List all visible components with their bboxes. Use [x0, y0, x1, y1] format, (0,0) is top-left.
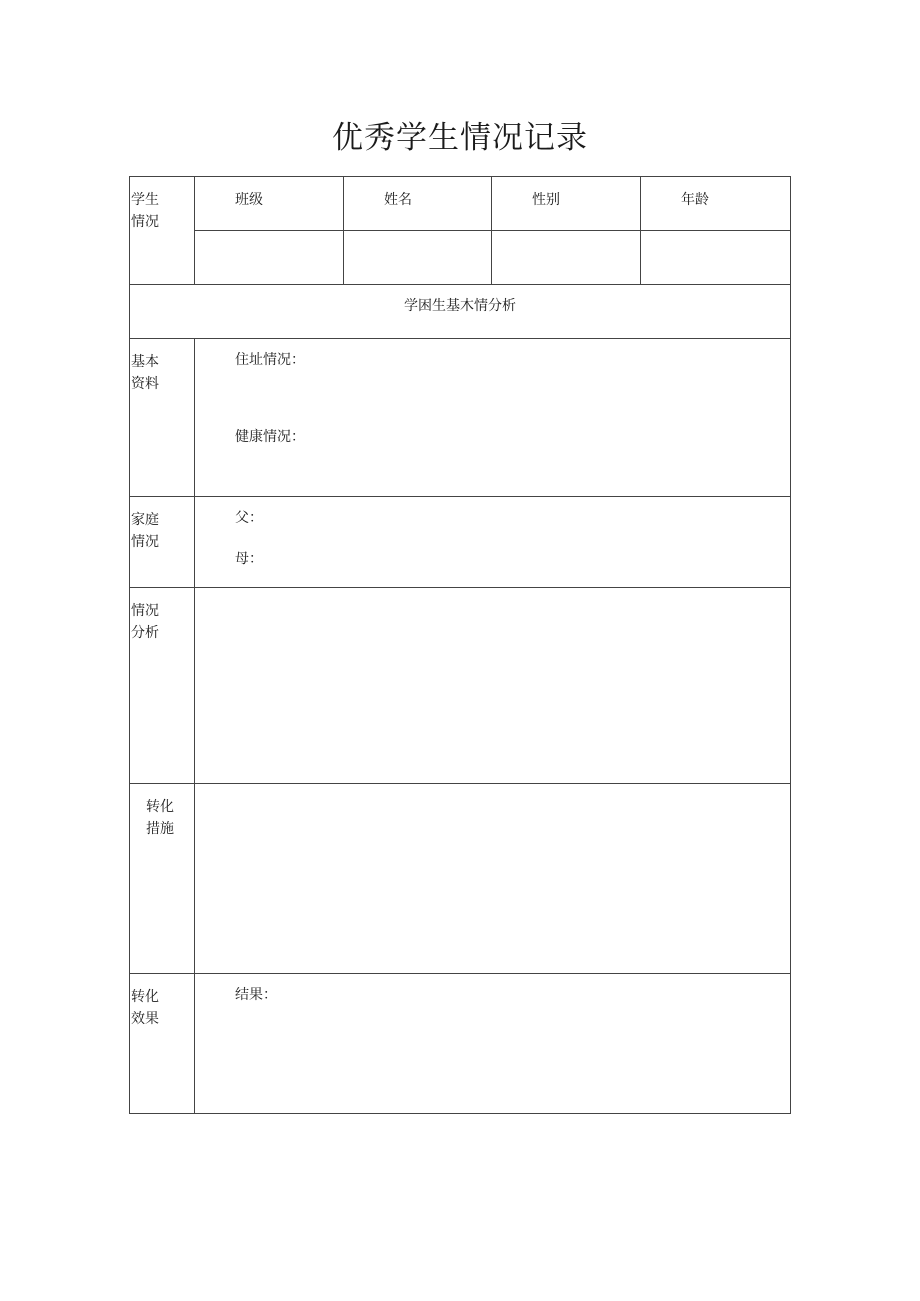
document-title: 优秀学生情况记录: [332, 120, 588, 156]
student-info-label: 学生 情况: [131, 192, 159, 230]
basic-info-content[interactable]: [195, 339, 791, 497]
student-info-header-row: [130, 177, 791, 231]
name-header: 姓名: [384, 192, 412, 208]
age-header-cell: [641, 177, 791, 231]
measures-row: [130, 784, 791, 974]
situation-content[interactable]: [195, 588, 791, 784]
gender-header-cell: [492, 177, 641, 231]
family-row: [130, 497, 791, 588]
class-header: 班级: [235, 192, 263, 208]
class-header-cell: [195, 177, 344, 231]
analysis-header-row: [130, 285, 791, 339]
measures-label-cell: [130, 784, 195, 974]
analysis-header-cell: [130, 285, 791, 339]
address-label: 住址情况：: [235, 352, 305, 368]
situation-label-cell: [130, 588, 195, 784]
age-header: 年龄: [681, 192, 709, 208]
student-info-value-row: [130, 231, 791, 285]
analysis-header: 学困生基木情分析: [404, 298, 516, 314]
effect-content[interactable]: [195, 974, 791, 1114]
situation-row: [130, 588, 791, 784]
basic-info-label-cell: [130, 339, 195, 497]
basic-info-label: 基本 资料: [131, 354, 159, 392]
father-label: 父：: [235, 510, 263, 526]
family-content[interactable]: [195, 497, 791, 588]
basic-info-row: [130, 339, 791, 497]
measures-content[interactable]: [195, 784, 791, 974]
mother-label: 母：: [235, 551, 263, 567]
effect-row: [130, 974, 791, 1114]
name-value-field[interactable]: [344, 231, 492, 285]
gender-header: 性别: [532, 192, 560, 208]
gender-value-field[interactable]: [492, 231, 641, 285]
record-table: [129, 176, 791, 1114]
effect-label-cell: [130, 974, 195, 1114]
result-label: 结果：: [235, 987, 277, 1003]
family-label-cell: [130, 497, 195, 588]
name-header-cell: [344, 177, 492, 231]
situation-label: 情况 分析: [131, 603, 159, 641]
effect-label: 转化 效果: [131, 989, 159, 1027]
health-label: 健康情况：: [235, 429, 305, 445]
age-value-field[interactable]: [641, 231, 791, 285]
measures-label: 转化 措施: [146, 799, 174, 837]
family-label: 家庭 情况: [131, 512, 159, 550]
class-value-field[interactable]: [195, 231, 344, 285]
student-info-label-cell: [130, 177, 195, 285]
